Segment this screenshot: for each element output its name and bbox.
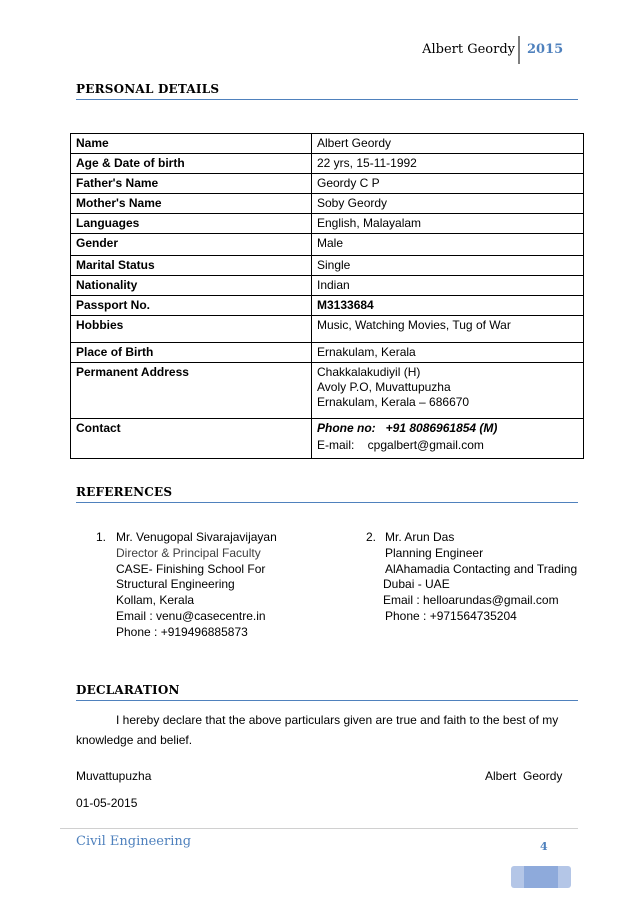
reference-number: 2.: [366, 530, 377, 544]
reference-line: Email : helloarundas@gmail.com: [383, 593, 559, 608]
row-label: Gender: [71, 234, 312, 256]
contact-email: E-mail: cpgalbert@gmail.com: [317, 438, 484, 452]
reference-number: 1.: [96, 530, 107, 544]
declaration-text: I hereby declare that the above particulars given are true and faith to the best of my knowledge and belief.: [76, 713, 559, 747]
table-row: [71, 363, 584, 419]
reference-line: Structural Engineering: [116, 577, 235, 592]
row-label: Age & Date of birth: [71, 154, 312, 174]
address-line: Ernakulam, Kerala – 686670: [317, 395, 470, 409]
row-value: [312, 419, 584, 459]
row-value: 22 yrs, 15-11-1992: [312, 154, 584, 174]
row-label: Passport No.: [71, 296, 312, 316]
row-label: Mother's Name: [71, 194, 312, 214]
row-label: Nationality: [71, 276, 312, 296]
reference-line: Planning Engineer: [385, 545, 484, 560]
reference-lines: [385, 530, 577, 625]
references-heading: REFERENCES: [76, 485, 173, 499]
row-label: Name: [71, 134, 312, 154]
table-row: [71, 194, 584, 214]
row-value: Albert Geordy: [312, 134, 584, 154]
table-row: [71, 234, 584, 256]
reference-line: CASE- Finishing School For: [116, 561, 266, 576]
reference-line: Dubai - UAE: [383, 577, 450, 592]
address-line: Avoly P.O, Muvattupuzha: [317, 380, 451, 394]
declaration-heading: DECLARATION: [76, 683, 180, 697]
row-value: [312, 363, 584, 419]
personal-details-heading: PERSONAL DETAILS: [76, 82, 220, 96]
row-value: Ernakulam, Kerala: [312, 343, 584, 363]
personal-details-table: [70, 133, 584, 459]
row-value: Single: [312, 256, 584, 276]
reference-line: Phone : +971564735204: [385, 608, 517, 623]
row-value: Male: [312, 234, 584, 256]
table-row: [71, 214, 584, 234]
footer-decoration-inner: [524, 866, 558, 888]
reference-line: Director & Principal Faculty: [116, 545, 261, 560]
declaration-signature: Albert Geordy: [485, 769, 563, 783]
table-row: [71, 296, 584, 316]
table-row: [71, 256, 584, 276]
footer-rule: [60, 828, 578, 829]
declaration-rule: [76, 700, 578, 701]
row-label: Father's Name: [71, 174, 312, 194]
personal-details-rule: [76, 99, 578, 100]
header-name: Albert Geordy: [422, 42, 515, 57]
table-row: [71, 154, 584, 174]
row-label: Marital Status: [71, 256, 312, 276]
row-value: English, Malayalam: [312, 214, 584, 234]
row-label: Languages: [71, 214, 312, 234]
header-year: 2015: [527, 42, 564, 57]
contact-phone: Phone no: +91 8086961854 (M): [317, 421, 498, 435]
table-row: [71, 134, 584, 154]
row-label: Place of Birth: [71, 343, 312, 363]
row-label: Hobbies: [71, 316, 312, 343]
table-row: [71, 276, 584, 296]
table-row: [71, 174, 584, 194]
row-value: Soby Geordy: [312, 194, 584, 214]
row-label: Permanent Address: [71, 363, 312, 419]
reference-name: Mr. Arun Das: [385, 530, 455, 544]
page-number: 4: [540, 840, 548, 853]
header-divider: [518, 36, 520, 64]
table-row: [71, 343, 584, 363]
reference-name: Mr. Venugopal Sivarajavijayan: [116, 530, 277, 544]
row-value: Geordy C P: [312, 174, 584, 194]
declaration-date: 01-05-2015: [76, 796, 138, 810]
address-line: Chakkalakudiyil (H): [317, 365, 421, 379]
row-label: Contact: [71, 419, 312, 459]
reference-lines: [116, 530, 277, 641]
table-row: [71, 419, 584, 459]
table-row: [71, 316, 584, 343]
declaration-place: Muvattupuzha: [76, 769, 152, 783]
row-value: Music, Watching Movies, Tug of War: [312, 316, 584, 343]
reference-line: Phone : +919496885873: [116, 624, 248, 639]
row-value: M3133684: [312, 296, 584, 316]
footer-title: Civil Engineering: [76, 834, 192, 849]
reference-item: [366, 530, 586, 630]
reference-line: AlAhamadia Contacting and Trading: [385, 561, 578, 576]
row-value: Indian: [312, 276, 584, 296]
reference-line: Email : venu@casecentre.in: [116, 608, 266, 623]
reference-item: [96, 530, 356, 650]
reference-line: Kollam, Kerala: [116, 593, 195, 608]
references-rule: [76, 502, 578, 503]
